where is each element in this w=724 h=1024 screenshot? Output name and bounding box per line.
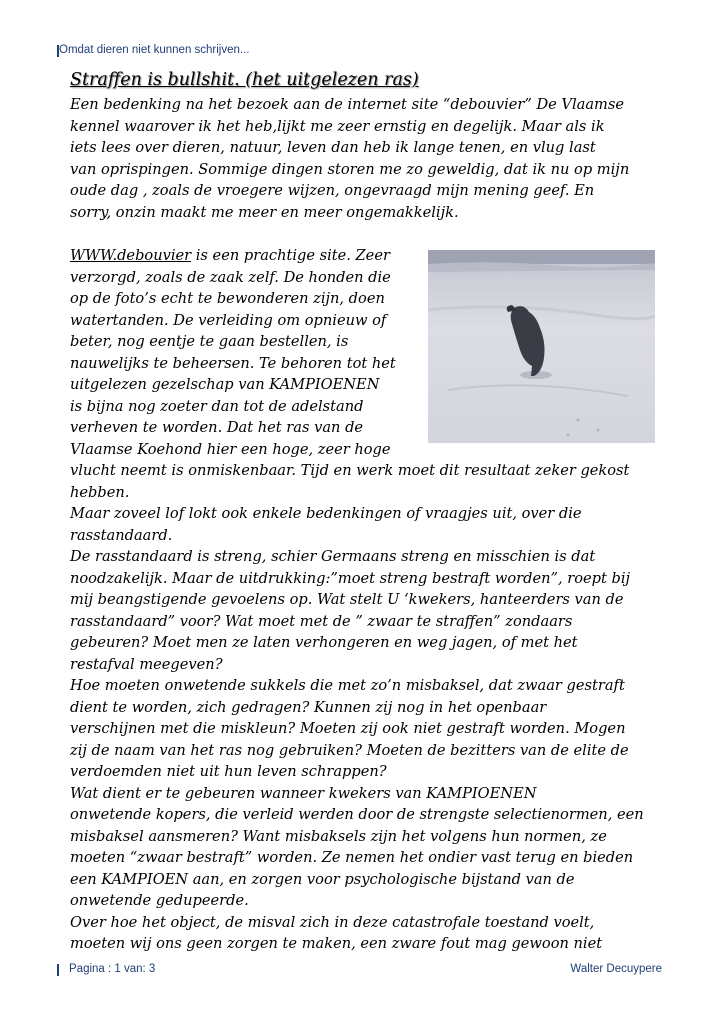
text-line: gebeuren? Moet men ze laten verhongeren en weg jagen, of met het bbox=[70, 634, 578, 651]
text-line: nauwelijks te beheersen. Te behoren tot het bbox=[70, 354, 396, 372]
dog-in-snow-photo bbox=[428, 250, 655, 443]
text-line: restafval meegeven? bbox=[70, 655, 223, 673]
text-line: vlucht neemt is onmiskenbaar. Tijd en werk moet dit resultaat zeker gekost bbox=[70, 462, 630, 479]
text-line: Maar zoveel lof lokt ook enkele bedenkingen of vraagjes uit, over die bbox=[70, 505, 582, 522]
text-line: uitgelezen gezelschap van KAMPIOENEN bbox=[70, 376, 380, 393]
text-line: is bijna nog zoeter dan tot de adelstand bbox=[70, 397, 364, 415]
text-line: van oprispingen. Sommige dingen storen me zo geweldig, dat ik nu op mijn bbox=[70, 160, 630, 178]
footer-marker bbox=[57, 964, 59, 976]
text-line: sorry, onzin maakt me meer en meer ongemakkelijk. bbox=[70, 203, 459, 221]
text-line: dient te worden, zich gedragen? Kunnen zij nog in het openbaar bbox=[70, 698, 547, 716]
text-line: Vlaamse Koehond hier een hoge, zeer hoge bbox=[70, 440, 391, 458]
text-line: verheven te worden. Dat het ras van de bbox=[70, 419, 364, 436]
snow-scene bbox=[428, 250, 655, 443]
text-line: noodzakelijk. Maar de uitdrukking:”moet streng bestraft worden”, roept bij bbox=[70, 569, 631, 587]
page-number: Pagina : 1 van: 3 bbox=[69, 963, 156, 975]
site-paragraph bbox=[70, 245, 420, 460]
author-name: Walter Decuypere bbox=[570, 963, 662, 975]
article-title: Straffen is bullshit. (het uitgelezen ras) bbox=[70, 70, 419, 90]
text-line: watertanden. De verleiding om opnieuw of bbox=[70, 311, 387, 329]
running-header: Omdat dieren niet kunnen schrijven... bbox=[59, 44, 250, 56]
site-link[interactable]: WWW.debouvier bbox=[70, 247, 192, 264]
text-line: op de foto’s echt te bewonderen zijn, doen bbox=[70, 290, 385, 307]
text-line: oude dag , zoals de vroegere wijzen, ongevraagd mijn mening geef. En bbox=[70, 182, 595, 199]
text-line: hebben. bbox=[70, 483, 130, 501]
text-line: moeten “zwaar bestraft” worden. Ze nemen het ondier vast terug en bieden bbox=[70, 849, 634, 866]
text-line: kennel waarover ik het heb,lijkt me zeer ernstig en degelijk. Maar als ik bbox=[70, 117, 605, 135]
text-line: rasstandaard. bbox=[70, 526, 173, 544]
text-line: Wat dient er te gebeuren wanneer kwekers van KAMPIOENEN bbox=[70, 784, 537, 802]
text-line: WWW.debouvier is een prachtige site. Zeer bbox=[70, 247, 390, 264]
text-line: zij de naam van het ras nog gebruiken? Moeten de bezitters van de elite de bbox=[70, 741, 629, 759]
text-line: De rasstandaard is streng, schier Germaans streng en misschien is dat bbox=[70, 548, 596, 565]
intro-paragraph bbox=[70, 94, 662, 223]
main-text bbox=[70, 460, 662, 955]
text-line: verdoemden niet uit hun leven schrappen? bbox=[70, 763, 387, 780]
text-line: verzorgd, zoals de zaak zelf. De honden die bbox=[70, 268, 391, 286]
text-line: moeten wij ons geen zorgen te maken, een zware fout mag gewoon niet bbox=[70, 935, 603, 952]
text-line: verschijnen met die miskleun? Moeten zij ook niet gestraft worden. Mogen bbox=[70, 720, 626, 737]
text-line: mij beangstigende gevoelens op. Wat stelt U ‘kwekers, hanteerders van de bbox=[70, 591, 624, 608]
text-line: Hoe moeten onwetende sukkels die met zo’n misbaksel, dat zwaar gestraft bbox=[70, 677, 625, 694]
text-line: iets lees over dieren, natuur, leven dan heb ik lange tenen, en vlug last bbox=[70, 139, 596, 156]
text-line: onwetende kopers, die verleid werden door de strengste selectienormen, een bbox=[70, 806, 644, 823]
text-line: beter, nog eentje te gaan bestellen, is bbox=[70, 333, 349, 350]
text-line: een KAMPIOEN aan, en zorgen voor psychologische bijstand van de bbox=[70, 870, 575, 888]
text-line: Over hoe het object, de misval zich in deze catastrofale toestand voelt, bbox=[70, 913, 595, 931]
text-line: onwetende gedupeerde. bbox=[70, 892, 249, 909]
text-line: Een bedenking na het bezoek aan de internet site “debouvier” De Vlaamse bbox=[70, 96, 624, 113]
text-line: misbaksel aansmeren? Want misbaksels zijn het volgens hun normen, ze bbox=[70, 827, 607, 845]
text-line: rasstandaard” voor? Wat moet met de ” zwaar te straffen” zondaars bbox=[70, 612, 573, 630]
